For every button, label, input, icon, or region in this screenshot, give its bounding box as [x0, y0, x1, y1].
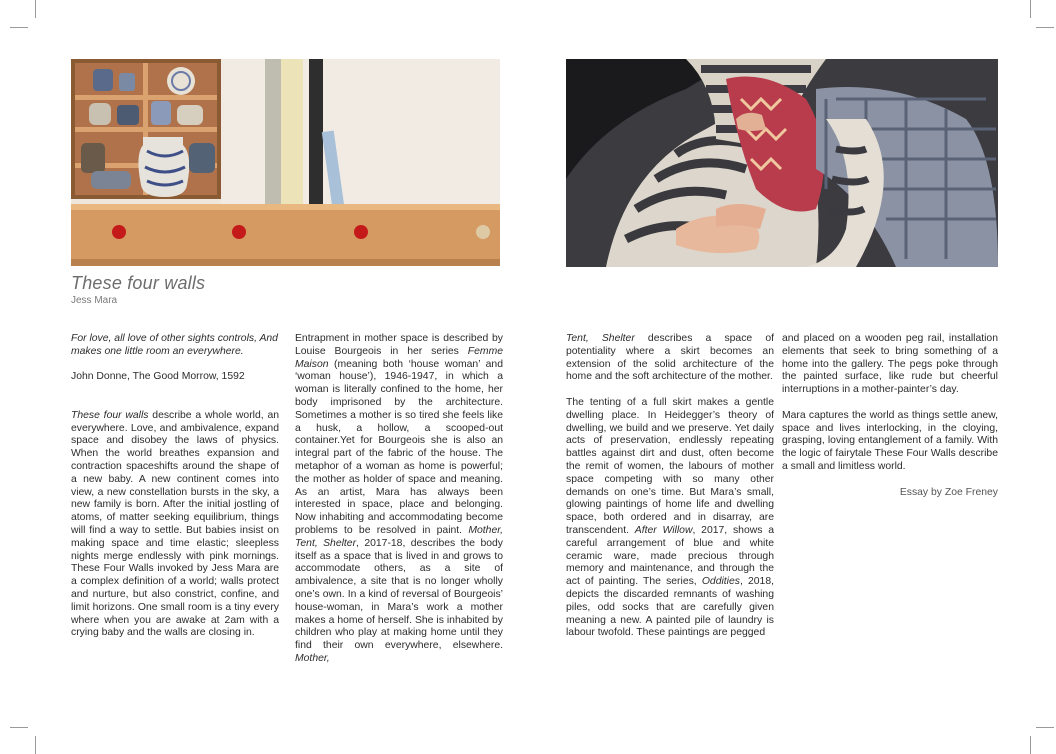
body-paragraph: These four walls describe a whole world, an everywhere. Love, and ambivalence, expand space and disobey the laws of physics. When the world breathes expansion and contraction spaceshifts around the shape of a new baby. A new continent comes into view, a new constellation bursts in the sky, a new family is born. After the initial jostling of atoms, of matter seeking equilibrium, things will find a way to settle. But babies insist on making space and time elastic; sleepless nights merge endlessly with pink mornings. These Four Walls invoked by Jess Mara are a complex definition of a world; walls protect and nurture, but also constrict, confine, and limit horizons. One small room is a tiny every where when you are awake at 2am with a crying baby and the walls are closing in.: [71, 409, 279, 639]
crop-mark: [35, 736, 36, 754]
crop-mark: [1030, 736, 1031, 754]
painting-mother-tent-shelter: [566, 59, 998, 267]
artwork-title: These four walls: [71, 409, 149, 421]
body-paragraph: Tent, Shelter describes a space of potentiality where a skirt becomes an extension of the solid architecture of the home and the soft architecture of the mother.: [566, 333, 774, 383]
body-paragraph: Mara captures the world as things settle anew, space and lives interlocking, in the cloying, grasping, loving entanglement of a family. With the logic of fairytale These Four Walls describe a small and limitless world.: [782, 409, 998, 472]
artwork-title: Femme Maison: [295, 345, 503, 370]
text-column-1: [71, 333, 279, 640]
body-paragraph: Entrapment in mother space is described by Louise Bourgeois in her series Femme Maison (meaning both ‘house woman’ and ‘woman house’), 1946-1947, in which a woman is literally confined to the home, her body imprisoned by the architecture. Sometimes a mother is so tired she feels like a husk, a hollow, a scooped-out container.Yet for Bourgeois she is also an integral part of the fabric of the house. The metaphor of a woman as home is powerful; the mother as holder of space and meaning. As an artist, Mara has always been interested in space, place and belonging. Now inhabiting and accommodating become problems to be resolved in paint. Mother, Tent, Shelter, 2017-18, describes the body itself as a space that is lived in and grows to accommodate others, as a site of ambivalence, a site that is no longer wholly one’s own. In a kind of reversal of Bourgeois’ house-woman, in Mara’s work a mother makes a home of herself. She is inhabited by children who play at making home until they find their own everywhere, elsewhere. Mother,: [295, 333, 503, 664]
epigraph-source: John Donne, The Good Morrow, 1592: [71, 371, 245, 383]
text-column-4: [782, 333, 998, 499]
crop-mark: [1036, 27, 1054, 28]
text-column-3: [566, 333, 774, 640]
body-paragraph: and placed on a wooden peg rail, installation elements that seek to bring something of a home into the gallery. The pegs poke through the painted surface, like rude but cheerful interruptions in a mother-painter’s day.: [782, 333, 998, 396]
text-column-2: [295, 333, 503, 666]
artwork-title: Mother, Tent, Shelter: [295, 524, 503, 549]
artwork-title: Tent, Shelter: [566, 333, 635, 344]
artwork-title: Oddities: [701, 576, 740, 588]
body-paragraph: The tenting of a full skirt makes a gentle dwelling place. In Heidegger’s theory of dwelling, we build and we preserve. Yet daily acts of preservation, endlessly repeating battles against dirt and dust, often become the remit of women, the labours of mother space competing with so many other demands on one’s time. But Mara’s small, glowing paintings of home life and dwelling space, both ordered and in disarray, are transcendent. After Willow, 2017, shows a careful arrangement of blue and white ceramic ware, made precious through memory and maintenance, and through the act of painting. The series, Oddities, 2018, depicts the discarded remnants of washing piles, odd socks that are carefully given meaning a new. A painted pile of laundry is labour twofold. These paintings are pegged: [566, 396, 775, 639]
crop-mark: [35, 0, 36, 18]
artwork-title: Mother,: [295, 652, 330, 664]
crop-mark: [10, 727, 28, 728]
article-author: Jess Mara: [71, 295, 118, 306]
epigraph-quote: For love, all love of other sights controls, And makes one little room an everywhere.: [71, 333, 278, 357]
crop-mark: [1036, 727, 1054, 728]
crop-mark: [10, 27, 28, 28]
painting-shelf-ceramics: [71, 59, 500, 266]
crop-mark: [1030, 0, 1031, 18]
article-title: These four walls: [71, 273, 206, 293]
essay-signature: Essay by Zoe Freney: [899, 486, 998, 498]
artwork-title: After Willow: [634, 524, 693, 536]
